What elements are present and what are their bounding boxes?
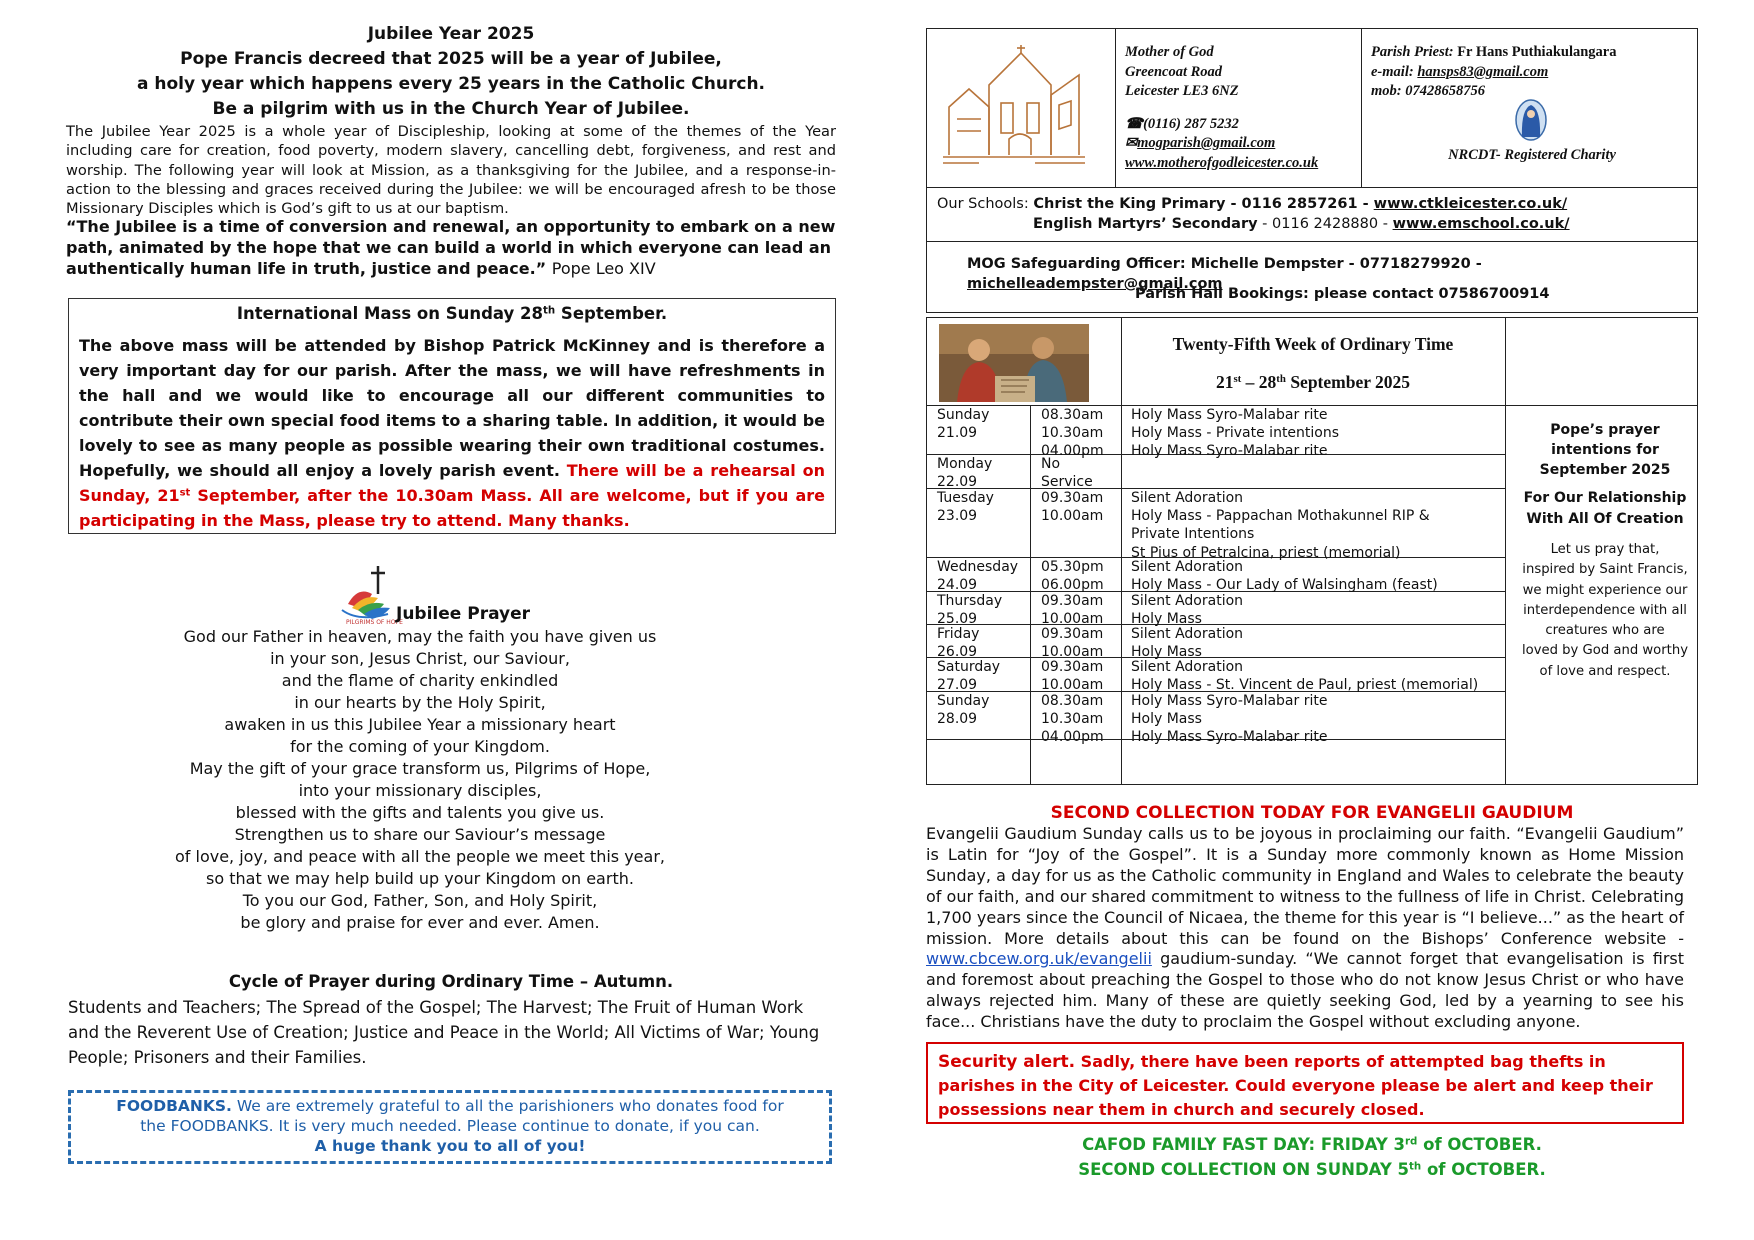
schedule-row [927, 625, 1505, 658]
prayer-line: for the coming of your Kingdom. [290, 737, 550, 756]
charity-label: NRCDT- Registered Charity [1448, 147, 1616, 163]
ctk-school-link[interactable]: www.ctkleicester.co.uk/ [1373, 196, 1568, 212]
schedule-events: Silent Adoration Holy Mass [1131, 626, 1244, 660]
safeguarding-box [926, 241, 1698, 313]
safeguarding-email-link[interactable]: michelleadempster@gmail.com [967, 276, 1223, 292]
week-divider [1505, 318, 1506, 406]
prayer-line: and the flame of charity enkindled [281, 671, 559, 690]
jubilee-prayer-text [140, 626, 700, 934]
pope-prayer-heading: Pope’s prayer intentions for September 2025 [1539, 422, 1671, 478]
cycle-of-prayer-text: Students and Teachers; The Spread of the Gospel; The Harvest; The Fruit of Human Work and the Reverent Use of Creation; Justice and Peace in the World; All Victims of War; Young People; Prisoners and their Families. [68, 998, 820, 1067]
schedule-day: Sunday 21.09 [937, 407, 990, 441]
security-box-mark [1660, 1122, 1684, 1124]
second-collection-title: SECOND COLLECTION TODAY FOR EVANGELII GAUDIUM [1050, 803, 1574, 823]
schedule-row [927, 592, 1505, 625]
em-school-link[interactable]: www.emschool.co.uk/ [1392, 216, 1570, 232]
school-line-2: English Martyrs’ Secondary - 0116 2428880 - www.emschool.co.uk/ [1033, 216, 1570, 232]
schedule-events: Holy Mass Syro-Malabar rite Holy Mass - Private intentions Holy Mass Syro-Malabar rite [1131, 407, 1340, 459]
security-alert-label: Security alert. [938, 1052, 1076, 1072]
mass-schedule-table [926, 405, 1698, 785]
prayer-line: God our Father in heaven, may the faith you have given us [183, 627, 657, 646]
parish-header [926, 28, 1698, 188]
schedule-day: Friday 26.09 [937, 626, 980, 660]
foodbank-thanks: A huge thank you to all of you! [314, 1137, 586, 1155]
schedule-row [927, 658, 1505, 692]
schedule-events: Silent Adoration Holy Mass - Pappachan Mothakunnel RIP & Private Intentions St Pius of Petralcina, priest (memorial) [1131, 490, 1430, 561]
foodbank-line: the FOODBANKS. It is very much needed. Please continue to donate, if you can. [140, 1117, 760, 1135]
cafod-notice [926, 1132, 1698, 1182]
jubilee-body: The Jubilee Year 2025 is a whole year of Discipleship, looking at some of the themes of the Year including care for creation, food poverty, modern slavery, cancelling debt, forgiveness, and rest and worship. The following year will look at Mission, as a thanksgiving for the Jubilee, and a response-in-action to the blessing and graces received during the Jubilee: we will be encouraged afresh to be those Missionary Disciples which is God’s gift to us at our baptism. [66, 123, 836, 218]
prayer-line: of love, joy, and peace with all the people we meet this year, [174, 847, 665, 866]
prayer-line: awaken in us this Jubilee Year a missionary heart [224, 715, 616, 734]
second-collection-text: Evangelii Gaudium Sunday calls us to be joyous in proclaiming our faith. “Evangelii Gaudium” is Latin for “Joy of the Gospel”. It is a Sunday more commonly known as Home Mission Sunday, a day for us as the Catholic community in England and Wales to celebrate the beauty of our faith, and our shared commitment to witness to the fullness of life in Christ. Celebrating 1,700 years since the Council of Nicaea, the theme for this year is “I believe...” as the heart of mission. More details about this can be found on the Bishops’ Conference website - www.cbcew.org.uk/evangelii gaudium-sunday. “We cannot forget that evangelisation is first and foremost about preaching the Gospel to those who do not know Jesus Christ or who have always rejected him. Many of these are quietly seeking God, led by a yearning to see his face... Christians have the duty to proclaim the Gospel without excluding anyone. [926, 824, 1684, 1032]
schedule-events: Silent Adoration Holy Mass - Our Lady of Walsingham (feast) [1131, 559, 1438, 593]
foodbank-line: FOODBANKS. We are extremely grateful to all the parishioners who donates food for [116, 1097, 784, 1115]
schedule-times: 09.30am 10.00am [1041, 626, 1104, 660]
envelope-icon: ✉ [1125, 135, 1138, 151]
cafod-line: CAFOD FAMILY FAST DAY: FRIDAY 3rd of OCTOBER. [1082, 1135, 1542, 1154]
prayer-line: into your missionary disciples, [298, 781, 542, 800]
cbcew-link[interactable]: www.cbcew.org.uk/evangelii [926, 949, 1152, 969]
pope-prayer-intentions [1517, 420, 1693, 682]
schedule-times: 09.30am 10.00am [1041, 659, 1104, 693]
pilgrims-of-hope-logo [338, 564, 404, 626]
quote-attribution: Pope Leo XIV [551, 259, 656, 278]
schedule-day: Thursday 25.09 [937, 593, 1003, 627]
quote-text: “The Jubilee is a time of conversion and renewal, an opportunity to embark on a new path, animated by the hope that we can build a world in which everyone can lead an authentically human life in truth, justice and peace.” [66, 217, 836, 278]
parish-website-link[interactable]: www.motherofgodleicester.co.uk [1125, 154, 1319, 171]
schedule-day: Tuesday 23.09 [937, 490, 994, 524]
jubilee-heading-line: a holy year which happens every 25 years in the Catholic Church. [136, 74, 766, 94]
parish-address: Mother of God Greencoat Road Leicester LE3 6NZ ☎(0116) 287 5232 ✉mogparish@gmail.com www.motherofgodleicester.co.uk [1125, 43, 1318, 173]
phone-line: ☎(0116) 287 5232 [1125, 115, 1239, 132]
schedule-events: Silent Adoration Holy Mass - St. Vincent de Paul, priest (memorial) [1131, 659, 1479, 693]
schedule-times: 08.30am 10.30am 04.00pm [1041, 693, 1104, 745]
jubilee-quote [66, 216, 836, 279]
prayer-line: blessed with the gifts and talents you give us. [235, 803, 605, 822]
schools-box [926, 187, 1698, 242]
schedule-day: Saturday 27.09 [937, 659, 1001, 693]
schedule-day: Wednesday 24.09 [937, 559, 1019, 593]
schedule-row [927, 455, 1505, 489]
schedule-row [927, 692, 1505, 745]
schedule-events: Holy Mass Syro-Malabar rite Holy Mass Holy Mass Syro-Malabar rite [1131, 693, 1328, 745]
jubilee-heading-line: Jubilee Year 2025 [367, 24, 535, 44]
schedule-divider [1505, 406, 1506, 784]
schedule-row [927, 406, 1505, 459]
security-alert: Security alert. Sadly, there have been reports of attempted bag thefts in parishes in the City of Leicester. Could everyone please be alert and keep their possessions near them in church and securely closed. [926, 1042, 1684, 1124]
schedule-row [927, 558, 1505, 592]
prayer-line: so that we may help build up your Kingdom on earth. [206, 869, 634, 888]
prayer-line: in our hearts by the Holy Spirit, [294, 693, 546, 712]
schedule-row [927, 489, 1505, 561]
prayer-title: Jubilee Prayer [396, 604, 531, 624]
week-header [926, 317, 1698, 406]
schedule-day: Monday 22.09 [937, 456, 993, 490]
cycle-of-prayer-title: Cycle of Prayer during Ordinary Time – Autumn. [228, 972, 674, 991]
hall-bookings-line: Parish Hall Bookings: please contact 07586700914 [1135, 286, 1550, 302]
header-divider [1115, 29, 1116, 187]
header-divider [1361, 29, 1362, 187]
prayer-line: be glory and praise for ever and ever. Amen. [240, 913, 600, 932]
madonna-icon [1515, 99, 1547, 141]
parish-priest-info: Parish Priest: Fr Hans Puthiakulangara e-mail: hansps83@gmail.com mob: 07428658756 [1371, 44, 1617, 99]
email-line: ✉mogparish@gmail.com [1125, 135, 1276, 151]
safeguarding-line: MOG Safeguarding Officer: Michelle Dempster - 07718279920 - michelleadempster@gmail.com [967, 256, 1482, 292]
church-drawing [939, 45, 1089, 177]
prayer-line: To you our God, Father, Son, and Holy Spirit, [242, 891, 598, 910]
schedule-events: Silent Adoration Holy Mass [1131, 593, 1244, 627]
schedule-times: 09.30am 10.00am [1041, 593, 1104, 627]
week-dates: 21st – 28th September 2025 [1215, 372, 1411, 392]
international-mass-title: International Mass on Sunday 28th September. [236, 304, 668, 323]
prayer-line: Strengthen us to share our Saviour’s message [234, 825, 606, 844]
phone-icon: ☎ [1125, 115, 1144, 132]
prayer-line: May the gift of your grace transform us, Pilgrims of Hope, [189, 759, 651, 778]
priest-email-link[interactable]: hansps83@gmail.com [1417, 63, 1549, 80]
schedule-times: 05.30pm 06.00pm [1041, 559, 1104, 593]
svg-text:PILGRIMS OF HOPE: PILGRIMS OF HOPE [346, 619, 403, 626]
cafod-line: SECOND COLLECTION ON SUNDAY 5th of OCTOBER. [1078, 1160, 1546, 1179]
pope-prayer-subheading: For Our Relationship With All Of Creation [1523, 490, 1687, 527]
rehearsal-notice: There will be a rehearsal on Sunday, 21st September, after the 10.30am Mass. All are welcome, but if you are participating in the Mass, please try to attend. Many thanks. [79, 461, 825, 530]
prayer-line: in your son, Jesus Christ, our Saviour, [270, 649, 570, 668]
schedule-times: No Service [1041, 456, 1093, 490]
week-title: Twenty-Fifth Week of Ordinary Time [1172, 334, 1454, 354]
foodbank-notice [68, 1090, 832, 1164]
pope-prayer-text: Let us pray that, inspired by Saint Francis, we might experience our interdependence with all creatures who are loved by God and worthy of love and respect. [1521, 542, 1689, 679]
jubilee-heading-line: Pope Francis decreed that 2025 will be a year of Jubilee, [180, 49, 722, 69]
jubilee-heading [66, 22, 836, 122]
international-mass-box [68, 298, 836, 534]
international-mass-text: The above mass will be attended by Bishop Patrick McKinney and is therefore a very important day for our parish. After the mass, we will have refreshments in the hall and we would like to encourage all our different communities to contribute their own special food items to a sharing table. In addition, it would be lovely to see as many people as possible wearing their own traditional costumes. Hopefully, we should all enjoy a lovely parish event. There will be a rehearsal on Sunday, 21st September, after the 10.30am Mass. All are welcome, but if you are participating in the Mass, please try to attend. Many thanks. [79, 336, 825, 530]
school-line-1: Our Schools: Christ the King Primary - 0116 2857261 - www.ctkleicester.co.uk/ [937, 196, 1568, 212]
schedule-times: 09.30am 10.00am [1041, 490, 1104, 524]
schedule-day: Sunday 28.09 [937, 693, 990, 727]
gospel-painting [939, 324, 1089, 402]
schedule-times: 08.30am 10.30am 04.00pm [1041, 407, 1104, 459]
jubilee-heading-line: Be a pilgrim with us in the Church Year of Jubilee. [212, 99, 690, 119]
